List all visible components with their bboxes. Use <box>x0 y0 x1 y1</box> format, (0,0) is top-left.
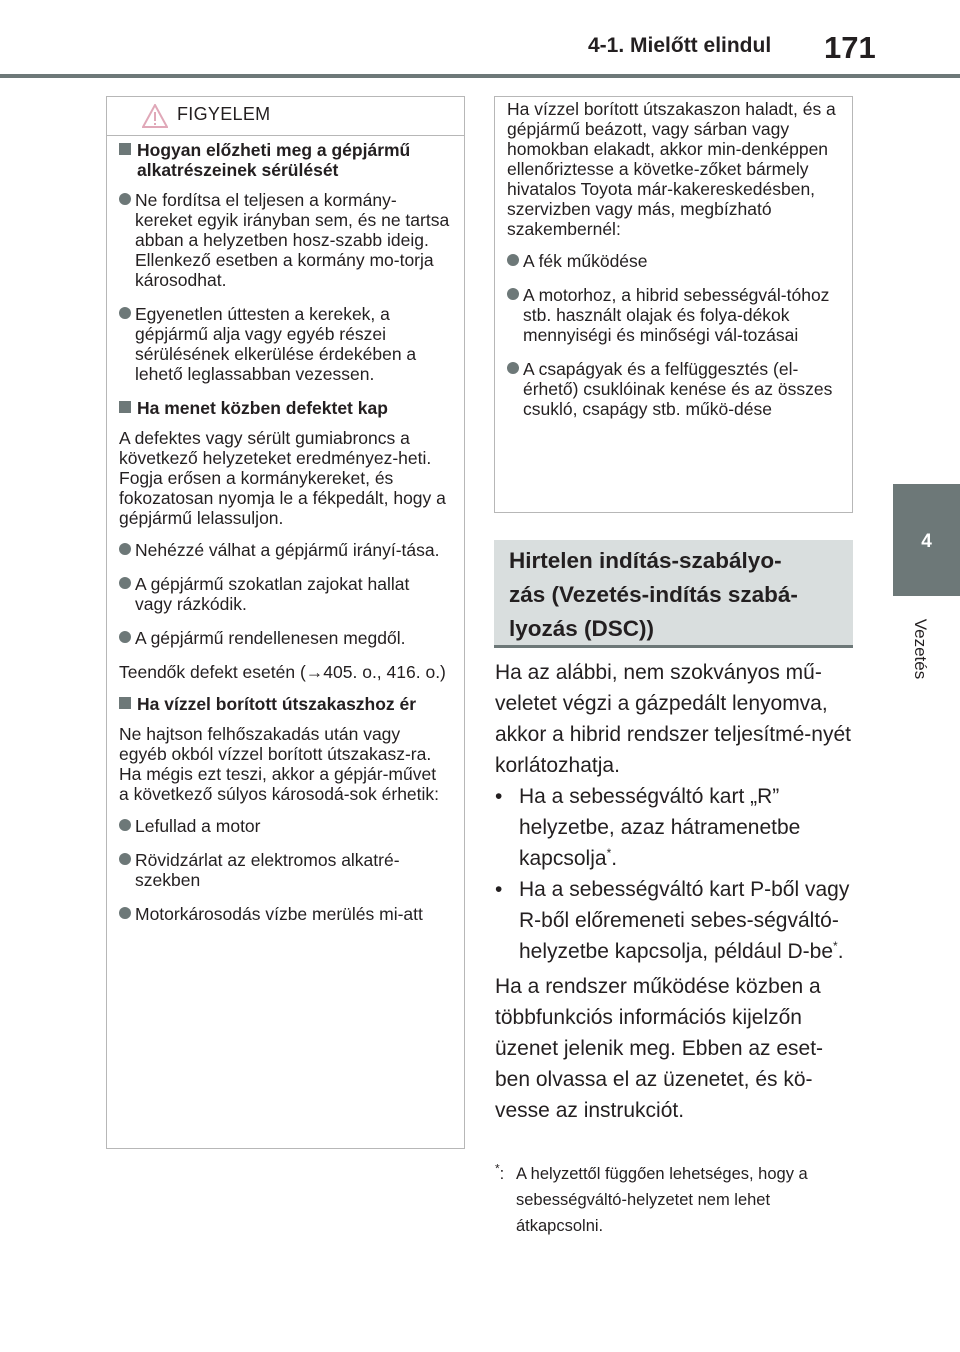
bullet-item: A gépjármű rendellenesen megdől. <box>119 628 450 648</box>
square-bullet-icon <box>119 401 131 413</box>
warning-heading: Hogyan előzheti meg a gépjármű alkatrészeinek sérülését <box>119 140 450 180</box>
warning-heading: Ha vízzel borított útszakaszhoz ér <box>119 694 450 714</box>
footnote-marker: * <box>606 846 612 860</box>
info-box <box>494 96 853 513</box>
warning-paragraph: A defektes vagy sérült gumiabroncs a következő helyzeteket eredményez-heti. Fogja erősen a kormánykereket, és fokozatosan nyomja le a fékpedált, hogy a gépjármű lelassuljon. <box>119 428 446 528</box>
warning-title: FIGYELEM <box>177 104 271 124</box>
bullet-dot-icon <box>507 362 519 374</box>
main-paragraph: Ha az alábbi, nem szokványos mű-veletet végzi a gázpedált lenyomva, akkor a hibrid rendszer teljesítmé-nyét korlátozhatja. <box>495 661 851 777</box>
footnote: *: A helyzettől függően lehetséges, hogy a sebességváltó-helyzetet nem lehet átkapcsolni. <box>495 1161 855 1239</box>
section-title-line: Hirtelen indítás-szabályo- <box>509 548 782 573</box>
chapter-number: 4 <box>921 531 932 552</box>
bullet-item: A csapágyak és a felfüggesztés (el-érhető) csuklóinak kenése és az összes csukló, csapágy stb. műkö-dése <box>507 359 838 419</box>
square-bullet-icon <box>119 143 131 155</box>
bullet-dot-icon <box>119 631 131 643</box>
bullet-item: Nehézzé válhat a gépjármű irányí-tása. <box>119 540 450 560</box>
bullet-mark: • <box>495 878 503 901</box>
bullet-dot-icon <box>119 193 131 205</box>
bullet-item: Motorkárosodás vízbe merülés mi-att <box>119 904 450 924</box>
section-title-line: zás (Vezetés-indítás szabá- <box>509 582 798 607</box>
square-bullet-icon <box>119 697 131 709</box>
section-title-line: lyozás (DSC)) <box>509 616 655 641</box>
footnote-marker: * <box>833 939 838 953</box>
bullet-item: Egyenetlen úttesten a kerekek, a gépjármű alja vagy egyéb részei sérülésének elkerülése érdekében a lehető leglassabban vezessen. <box>119 304 450 384</box>
bullet-item: A motorhoz, a hibrid sebességvál-tóhoz stb. használt olajak és folya-dékok mennyiségi és minőségi vál-tozásai <box>507 285 838 345</box>
footnote-text: A helyzettől függően lehetséges, hogy a sebességváltó-helyzetet nem lehet átkapcsolni. <box>516 1165 808 1235</box>
chapter-label-text: Vezetés <box>911 618 930 680</box>
bullet-item: Lefullad a motor <box>119 816 450 836</box>
warning-box <box>106 96 465 1149</box>
main-paragraph: Ha a rendszer működése közben a többfunkciós információs kijelzőn üzenet jelenik meg. Ebben az eset-ben olvassa el az üzenetet, és kö-vesse az instrukciót. <box>495 975 824 1122</box>
chapter-label <box>905 604 935 694</box>
info-paragraph: Ha vízzel borított útszakaszon haladt, és a gépjármű beázott, vagy sárban vagy homokban elakadt, akkor min-denképpen ellenőriztesse a követke-zőket bármely hivatalos Toyota már-kakereskedésben, szervizben vagy más, megbízható szakembernél: <box>507 99 836 239</box>
footnote-star: * <box>495 1161 500 1176</box>
bullet-dot-icon <box>119 543 131 555</box>
bullet-dot-icon <box>119 907 131 919</box>
main-bullet-item: • Ha a sebességváltó kart P-ből vagy R-ből előremeneti sebes-ségváltó-helyzetbe kapcsolja, például D-be*. <box>495 874 855 967</box>
chapter-tab[interactable] <box>893 484 960 596</box>
page-reference[interactable]: Teendők defekt esetén (→405. o., 416. o.) <box>119 662 446 682</box>
warning-heading: Ha menet közben defektet kap <box>119 398 450 418</box>
section-heading <box>494 540 853 648</box>
bullet-dot-icon <box>119 307 131 319</box>
main-bullet-item: • Ha a sebességváltó kart „R” helyzetbe, azaz hátramenetbe kapcsolja*. <box>495 781 855 874</box>
bullet-mark: • <box>495 785 503 808</box>
bullet-dot-icon <box>507 254 519 266</box>
bullet-item: A gépjármű szokatlan zajokat hallat vagy rázkódik. <box>119 574 450 614</box>
warning-header <box>107 97 464 136</box>
bullet-dot-icon <box>507 288 519 300</box>
warning-paragraph: Ne hajtson felhőszakadás után vagy egyéb okból vízzel borított útszakasz-ra. Ha mégis ezt teszi, akkor a gépjár-művet a következő súlyos károsodá-sok érhetik: <box>119 724 440 804</box>
bullet-item: Ne fordítsa el teljesen a kormány-kereket egyik irányban sem, és ne tartsa abban a helyzetben hosz-szabb ideig. Ellenkező esetben a kormány mo-torja károsodhat. <box>119 190 450 290</box>
bullet-item: A fék működése <box>507 251 838 271</box>
main-text <box>495 657 855 1126</box>
warning-triangle-icon <box>142 104 168 128</box>
header-section-title: 4-1. Mielőtt elindul <box>588 34 772 57</box>
bullet-dot-icon <box>119 577 131 589</box>
bullet-dot-icon <box>119 819 131 831</box>
bullet-dot-icon <box>119 853 131 865</box>
bullet-item: Rövidzárlat az elektromos alkatré-szekben <box>119 850 450 890</box>
page-number: 171 <box>824 30 876 65</box>
header-rule <box>0 74 960 78</box>
